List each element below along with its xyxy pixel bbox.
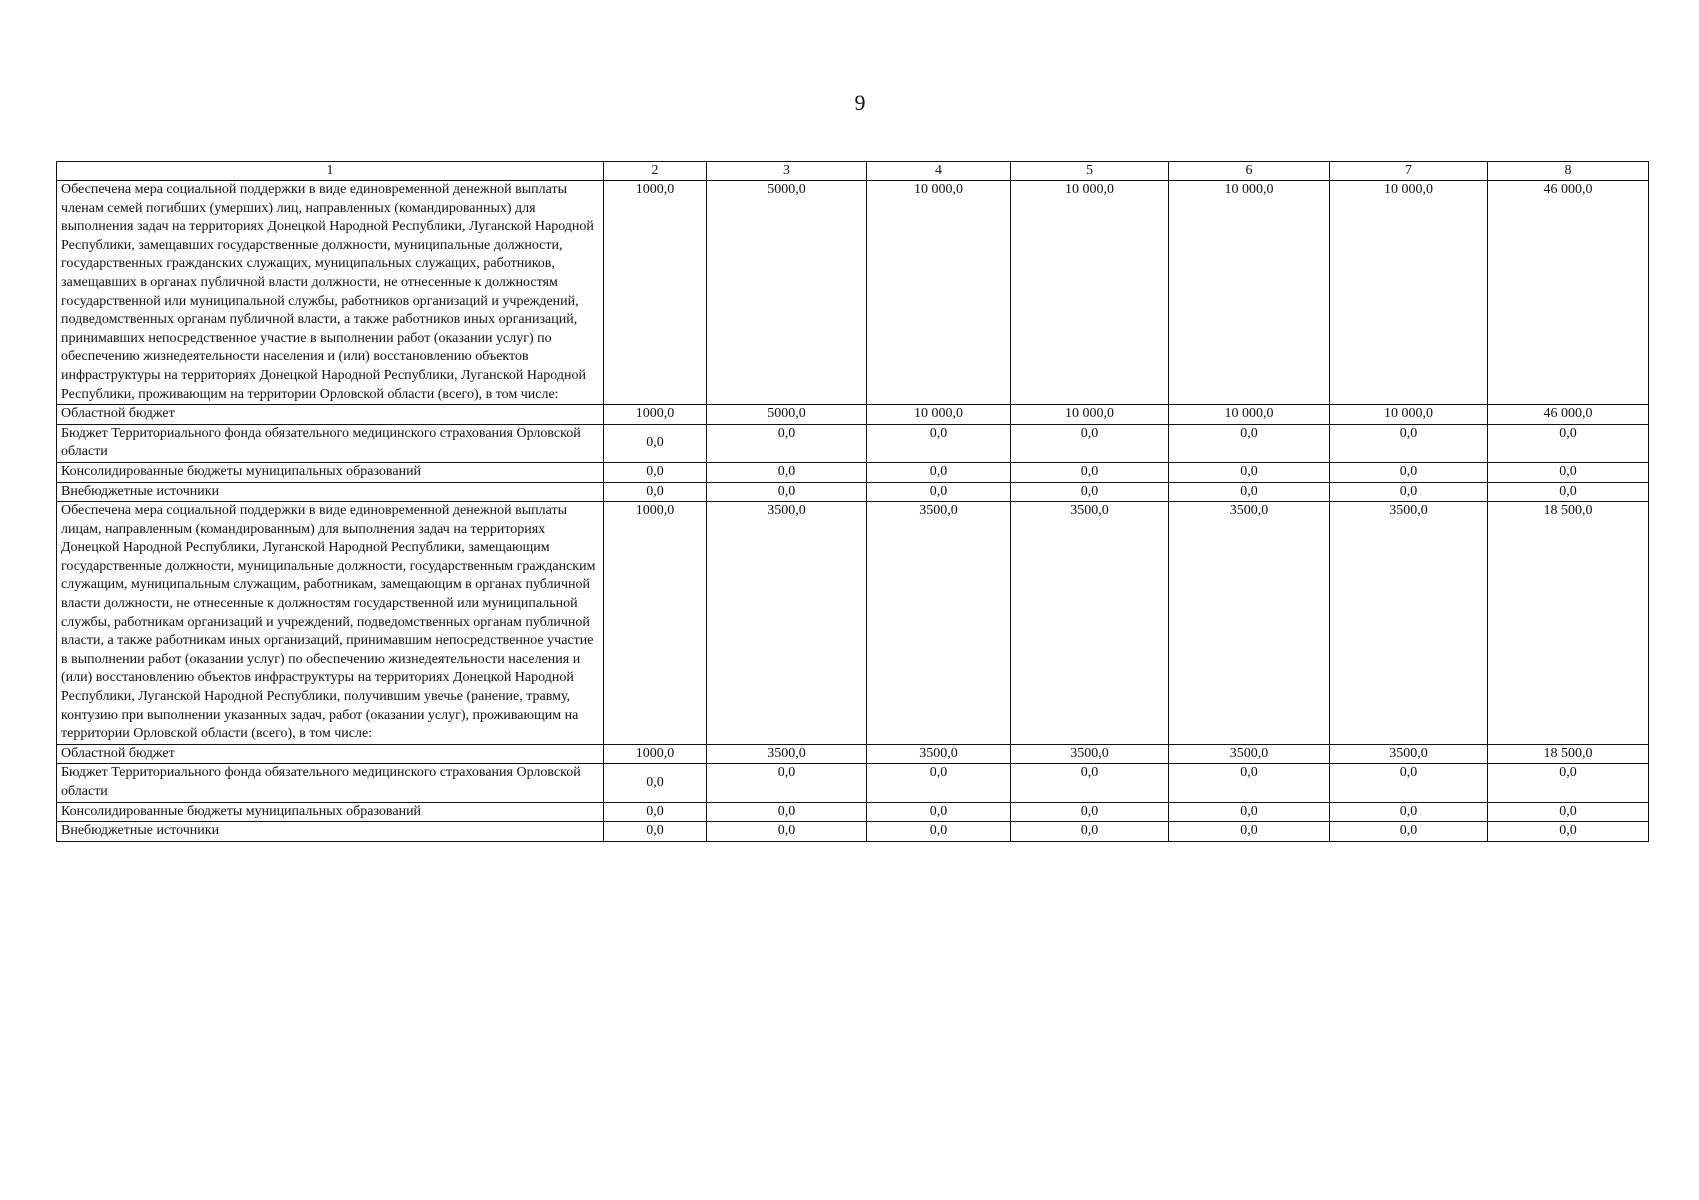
column-header: 1 [57,162,604,181]
row-value: 0,0 [1011,822,1169,842]
row-label: Консолидированные бюджеты муниципальных образований [57,462,604,482]
row-value: 0,0 [867,802,1011,822]
table-row [57,822,1649,842]
row-value: 46 000,0 [1488,181,1649,405]
row-value: 0,0 [1011,462,1169,482]
row-label: Бюджет Территориального фонда обязательного медицинского страхования Орловской области [57,424,604,462]
row-value: 0,0 [1488,822,1649,842]
row-value: 10 000,0 [1330,405,1488,425]
row-value: 3500,0 [1011,744,1169,764]
row-value: 18 500,0 [1488,744,1649,764]
row-label: Консолидированные бюджеты муниципальных образований [57,802,604,822]
row-value: 3500,0 [1330,502,1488,745]
row-value: 0,0 [867,822,1011,842]
row-value: 0,0 [707,424,867,462]
row-value: 0,0 [604,482,707,502]
row-value: 3500,0 [1011,502,1169,745]
row-value: 10 000,0 [867,181,1011,405]
row-value: 0,0 [604,802,707,822]
row-value: 0,0 [1330,424,1488,462]
row-value: 0,0 [604,462,707,482]
row-value: 0,0 [707,822,867,842]
row-label: Областной бюджет [57,744,604,764]
row-value: 5000,0 [707,181,867,405]
row-value: 0,0 [1011,764,1169,802]
row-value: 3500,0 [1169,502,1330,745]
row-value: 10 000,0 [867,405,1011,425]
row-value: 0,0 [1169,462,1330,482]
header-row [57,162,1649,181]
table-row [57,482,1649,502]
row-value: 10 000,0 [1330,181,1488,405]
row-value: 3500,0 [707,502,867,745]
row-value: 0,0 [1330,822,1488,842]
row-label: Обеспечена мера социальной поддержки в виде единовременной денежной выплаты членам семей погибших (умерших) лиц, направленных (командированных) для выполнения задач на территориях Донецкой Народной Республики, Луганской Народной Республики, замещавших государственные должности, муниципальные должности, государственных гражданских служащих, муниципальных служащих, работников, замещавших в органах публичной власти должности, не отнесенные к должностям государственной или муниципальной службы, работников организаций и учреждений, подведомственных органам публичной власти, а также работников иных организаций, принимавших непосредственное участие в выполнении работ (оказании услуг) по обеспечению жизнедеятельности населения и (или) восстановлению объектов инфраструктуры на территориях Донецкой Народной Республики, Луганской Народной Республики, проживающим на территории Орловской области (всего), в том числе: [57,181,604,405]
row-value: 1000,0 [604,405,707,425]
row-value: 10 000,0 [1011,405,1169,425]
row-value: 0,0 [1330,482,1488,502]
table-row [57,502,1649,745]
row-value: 3500,0 [867,744,1011,764]
row-label: Внебюджетные источники [57,482,604,502]
row-value: 0,0 [604,822,707,842]
row-value: 10 000,0 [1169,181,1330,405]
row-value: 0,0 [1169,424,1330,462]
row-value: 0,0 [707,462,867,482]
budget-table-container [56,161,1648,842]
table-row [57,424,1649,462]
column-header: 7 [1330,162,1488,181]
row-value: 0,0 [1488,424,1649,462]
table-row [57,405,1649,425]
row-value: 5000,0 [707,405,867,425]
row-value: 0,0 [1488,802,1649,822]
row-value: 0,0 [1330,764,1488,802]
row-value: 3500,0 [1169,744,1330,764]
row-value: 46 000,0 [1488,405,1649,425]
budget-table [56,161,1649,842]
row-value: 0,0 [707,482,867,502]
row-value: 0,0 [1169,802,1330,822]
row-value: 10 000,0 [1011,181,1169,405]
row-value: 0,0 [1169,482,1330,502]
row-value: 0,0 [1011,802,1169,822]
row-value: 1000,0 [604,181,707,405]
page-number: 9 [854,90,866,115]
row-value: 0,0 [867,462,1011,482]
row-value: 0,0 [867,482,1011,502]
row-value: 1000,0 [604,502,707,745]
table-row [57,181,1649,405]
table-row [57,744,1649,764]
table-row [57,802,1649,822]
row-value: 0,0 [1330,802,1488,822]
table-row [57,764,1649,802]
row-value: 3500,0 [867,502,1011,745]
column-header: 8 [1488,162,1649,181]
table-row [57,462,1649,482]
row-value: 0,0 [604,764,707,802]
column-header: 5 [1011,162,1169,181]
row-value: 0,0 [604,424,707,462]
row-value: 3500,0 [707,744,867,764]
row-value: 3500,0 [1330,744,1488,764]
row-label: Обеспечена мера социальной поддержки в виде единовременной денежной выплаты лицам, направленным (командированным) для выполнения задач на территориях Донецкой Народной Республики, Луганской Народной Республики, замещающим государственные должности, муниципальные должности, государственным гражданским служащим, муниципальным служащим, работникам, замещающим в органах публичной власти должности, не отнесенные к должностям государственной или муниципальной службы, работникам организаций и учреждений, подведомственных органам публичной власти, а также работникам иных организаций, принимавшим непосредственное участие в выполнении работ (оказании услуг) по обеспечению жизнедеятельности населения и (или) восстановлению объектов инфраструктуры на территориях Донецкой Народной Республики, Луганской Народной Республики, получившим увечье (ранение, травму, контузию при выполнении указанных задач, работ (оказании услуг), проживающим на территории Орловской области (всего), в том числе: [57,502,604,745]
row-value: 0,0 [1330,462,1488,482]
row-value: 0,0 [1169,822,1330,842]
column-header: 6 [1169,162,1330,181]
row-value: 0,0 [1011,482,1169,502]
row-value: 0,0 [1488,462,1649,482]
row-value: 0,0 [1169,764,1330,802]
row-value: 0,0 [1011,424,1169,462]
row-label: Областной бюджет [57,405,604,425]
column-header: 3 [707,162,867,181]
row-value: 18 500,0 [1488,502,1649,745]
column-header: 2 [604,162,707,181]
row-value: 0,0 [707,764,867,802]
row-value: 0,0 [707,802,867,822]
row-label: Бюджет Территориального фонда обязательного медицинского страхования Орловской области [57,764,604,802]
row-value: 10 000,0 [1169,405,1330,425]
row-value: 0,0 [1488,482,1649,502]
column-header: 4 [867,162,1011,181]
row-value: 0,0 [867,764,1011,802]
row-value: 0,0 [867,424,1011,462]
row-value: 1000,0 [604,744,707,764]
row-label: Внебюджетные источники [57,822,604,842]
row-value: 0,0 [1488,764,1649,802]
